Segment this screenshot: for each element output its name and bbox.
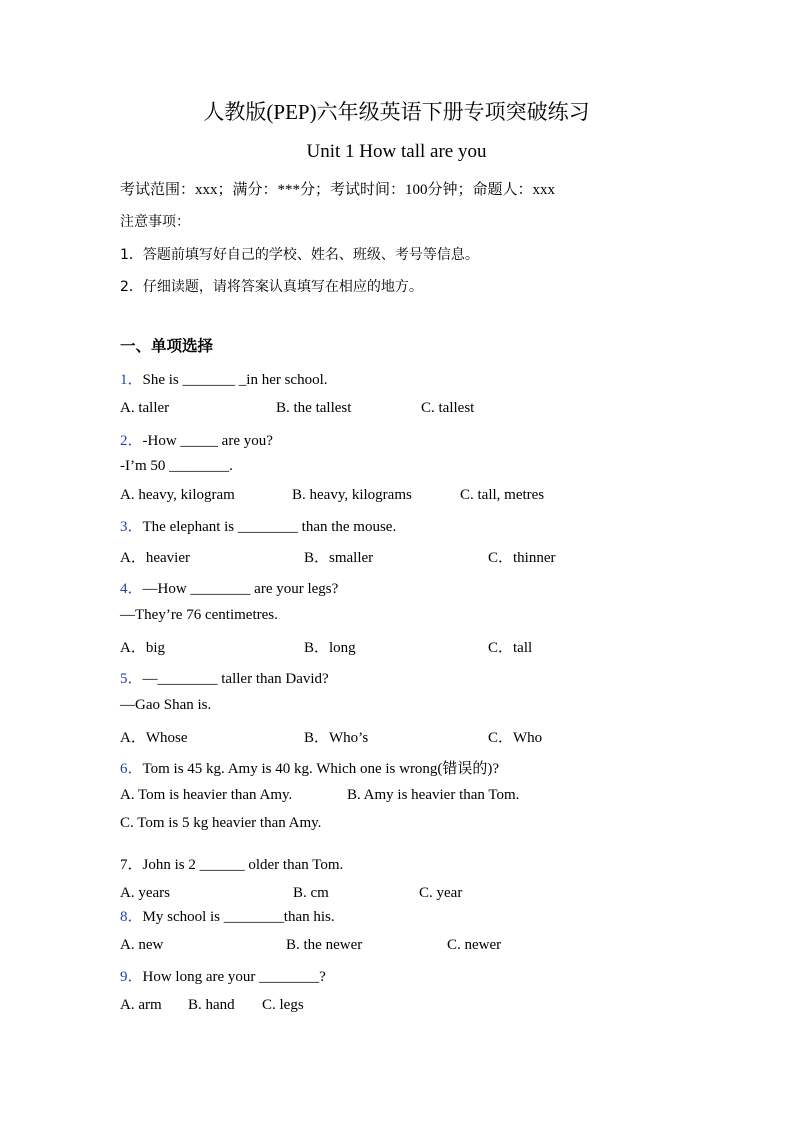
page-title: 人教版(PEP)六年级英语下册专项突破练习 [203, 100, 590, 124]
question-8 [120, 905, 335, 926]
question-text: How long are your ________? [142, 969, 326, 985]
question-number: 9． [120, 969, 143, 985]
q6-option-a: A. Tom is heavier than Amy. [120, 787, 293, 803]
q7-option-b: B. cm [293, 885, 329, 901]
question-number: 6． [120, 761, 143, 777]
q4-option-a: A．big [120, 640, 166, 656]
question-text: My school is ________than his. [142, 909, 335, 925]
question-text: -How _____ are you? [142, 433, 273, 449]
section-title: 一、单项选择 [120, 337, 214, 355]
note-2: 2．仔细读题，请将答案认真填写在相应的地方。 [120, 279, 423, 295]
question-9 [120, 965, 326, 986]
q4-option-c: C．tall [488, 640, 533, 656]
notes-label: 注意事项： [120, 214, 190, 230]
q7-option-c: C. year [419, 885, 463, 901]
question-number: 4． [120, 581, 143, 597]
q7-option-a: A. years [120, 885, 170, 901]
q5-line-2: —Gao Shan is. [120, 697, 212, 713]
q1-option-a: A. taller [120, 400, 170, 416]
question-number: 7． [120, 857, 143, 873]
question-text: —How ________ are your legs? [142, 581, 339, 597]
q2-option-c: C. tall, metres [460, 487, 545, 503]
q3-option-a: A．heavier [120, 550, 190, 566]
q3-option-b: B．smaller [304, 550, 374, 566]
q9-option-c: C. legs [262, 997, 304, 1013]
q4-option-b: B．long [304, 640, 356, 656]
question-text: Tom is 45 kg. Amy is 40 kg. Which one is wrong(错误的)? [142, 761, 500, 777]
question-number: 2． [120, 433, 143, 449]
page-subtitle: Unit 1 How tall are you [306, 141, 487, 162]
q4-line-2: —They’re 76 centimetres. [120, 607, 278, 623]
q9-option-a: A. arm [120, 997, 162, 1013]
q8-option-a: A. new [120, 937, 164, 953]
question-2 [120, 429, 273, 450]
q2-line-2: -I’m 50 ________. [120, 458, 233, 474]
q5-option-b: B．Who’s [304, 730, 369, 746]
question-number: 5． [120, 671, 143, 687]
question-3 [120, 515, 396, 536]
q8-option-c: C. newer [447, 937, 502, 953]
q6-option-b: B. Amy is heavier than Tom. [347, 787, 520, 803]
q5-option-c: C．Who [488, 730, 543, 746]
q8-option-b: B. the newer [286, 937, 363, 953]
question-5 [120, 667, 329, 688]
question-7 [120, 853, 343, 874]
q2-option-a: A. heavy, kilogram [120, 487, 235, 503]
question-text: John is 2 ______ older than Tom. [142, 857, 344, 873]
q1-option-b: B. the tallest [276, 400, 352, 416]
question-4 [120, 577, 338, 598]
q5-option-a: A．Whose [120, 730, 188, 746]
q1-option-c: C. tallest [421, 400, 475, 416]
q2-option-b: B. heavy, kilograms [292, 487, 412, 503]
exam-info-line: 考试范围：xxx；满分：***分；考试时间：100分钟；命题人：xxx [120, 182, 556, 198]
question-text: The elephant is ________ than the mouse. [142, 519, 397, 535]
question-number: 3． [120, 519, 143, 535]
note-1: 1．答题前填写好自己的学校、姓名、班级、考号等信息。 [120, 247, 479, 263]
question-1 [120, 368, 328, 389]
q9-option-b: B. hand [188, 997, 235, 1013]
question-number: 8． [120, 909, 143, 925]
question-text: She is _______ _in her school. [142, 372, 328, 388]
q6-option-c: C. Tom is 5 kg heavier than Amy. [120, 815, 322, 831]
question-number: 1． [120, 372, 143, 388]
question-6 [120, 757, 499, 778]
question-text: —________ taller than David? [142, 671, 329, 687]
q3-option-c: C．thinner [488, 550, 556, 566]
